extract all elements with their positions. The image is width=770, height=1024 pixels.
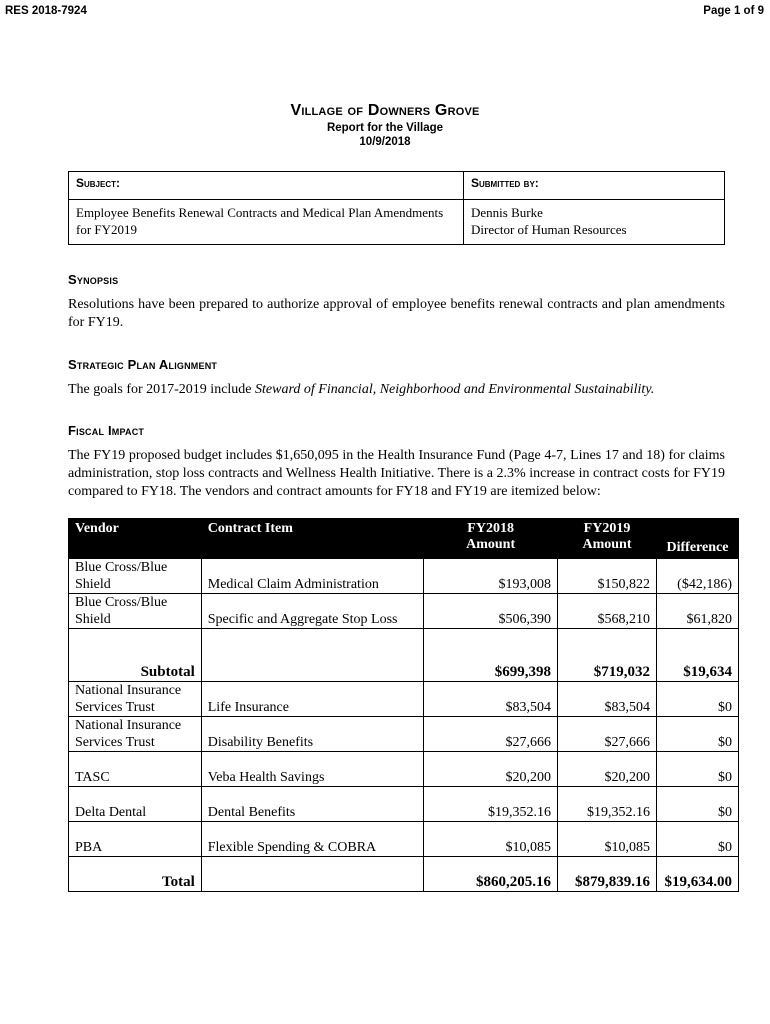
res-number: RES 2018-7924 (5, 5, 87, 17)
item-cell: Flexible Spending & COBRA (201, 822, 423, 857)
table-row (69, 752, 739, 787)
table-row (69, 594, 739, 629)
fy2019-cell: $27,666 (558, 717, 657, 752)
strategic-text-prefix: The goals for 2017-2019 include (68, 382, 256, 397)
col-fy2019-line1: FY2019 (583, 521, 631, 536)
document-subtitle: Report for the Village (326, 122, 444, 134)
title-block (0, 102, 770, 148)
vendor-line2: Services Trust (75, 735, 155, 750)
vendor-cell (69, 682, 202, 717)
difference-cell: $0 (656, 822, 738, 857)
submitter-name: Dennis Burke (471, 205, 543, 220)
strategic-text (68, 381, 725, 399)
fy2018-cell: $19,352.16 (424, 787, 558, 822)
item-cell: Life Insurance (201, 682, 423, 717)
subject-table (68, 171, 725, 245)
submitted-by-value (464, 200, 725, 245)
fy2018-cell: $83,504 (424, 682, 558, 717)
item-cell: Dental Benefits (201, 787, 423, 822)
difference-cell: $0 (656, 682, 738, 717)
synopsis-text: Resolutions have been prepared to authorize approval of employee benefits renewal contracts and plan amendments for FY19. (68, 297, 725, 330)
fy2019-cell: $150,822 (558, 559, 657, 594)
fy2018-cell: $699,398 (424, 629, 558, 682)
item-cell (201, 857, 423, 892)
vendor-line2: Shield (75, 612, 111, 627)
synopsis-heading: Synopsis (68, 272, 119, 287)
subtotal-row (69, 629, 739, 682)
table-header-row (69, 519, 739, 559)
col-vendor: Vendor (69, 519, 202, 559)
fy2018-cell: $506,390 (424, 594, 558, 629)
vendor-line1: Blue Cross/Blue (75, 595, 168, 610)
col-fy2018-line2: Amount (466, 537, 516, 552)
vendor-line1: Blue Cross/Blue (75, 560, 168, 575)
document-date: 10/9/2018 (359, 136, 411, 148)
table-row (69, 717, 739, 752)
fy2019-cell: $19,352.16 (558, 787, 657, 822)
fy2019-cell: $568,210 (558, 594, 657, 629)
vendor-cell (69, 717, 202, 752)
page-number: Page 1 of 9 (703, 5, 764, 17)
item-cell: Veba Health Savings (201, 752, 423, 787)
difference-cell: $0 (656, 787, 738, 822)
vendor-line2: Services Trust (75, 700, 155, 715)
difference-cell: $61,820 (656, 594, 738, 629)
contracts-table (68, 518, 739, 892)
table-row (69, 822, 739, 857)
fy2018-cell: $193,008 (424, 559, 558, 594)
table-row (69, 787, 739, 822)
document-title: Village of Downers Grove (290, 102, 480, 119)
vendor-line1: National Insurance (75, 718, 182, 733)
col-fy2019-line2: Amount (582, 537, 632, 552)
item-cell: Medical Claim Administration (201, 559, 423, 594)
total-row (69, 857, 739, 892)
fy2019-cell: $719,032 (558, 629, 657, 682)
col-fy2018 (424, 519, 558, 559)
difference-cell: $0 (656, 752, 738, 787)
difference-cell: $19,634 (656, 629, 738, 682)
vendor-cell: Delta Dental (69, 787, 202, 822)
fy2018-cell: $860,205.16 (424, 857, 558, 892)
fiscal-text: The FY19 proposed budget includes $1,650,095 in the Health Insurance Fund (Page 4-7, Lines 17 and 18) for claims administration, stop loss contracts and Wellness Health Initiative. There is a 2.3% increase in contract costs for FY19 compared to FY18. The vendors and contract amounts for FY18 and FY19 are itemized below: (68, 448, 725, 499)
submitter-title: Director of Human Resources (471, 222, 627, 237)
fiscal-heading: Fiscal Impact (68, 423, 145, 438)
subject-value: Employee Benefits Renewal Contracts and Medical Plan Amendments for FY2019 (69, 200, 464, 245)
fy2019-cell: $20,200 (558, 752, 657, 787)
fy2018-cell: $10,085 (424, 822, 558, 857)
item-cell (201, 629, 423, 682)
total-label: Total (69, 857, 202, 892)
vendor-line1: National Insurance (75, 683, 182, 698)
difference-cell: $19,634.00 (656, 857, 738, 892)
col-difference: Difference (656, 519, 738, 559)
col-fy2019 (558, 519, 657, 559)
vendor-cell (69, 559, 202, 594)
table-row (69, 682, 739, 717)
fy2019-cell: $83,504 (558, 682, 657, 717)
vendor-line2: Shield (75, 577, 111, 592)
item-cell: Disability Benefits (201, 717, 423, 752)
vendor-cell (69, 594, 202, 629)
vendor-cell: TASC (69, 752, 202, 787)
fy2019-cell: $10,085 (558, 822, 657, 857)
subtotal-label: Subtotal (69, 629, 202, 682)
table-row (69, 559, 739, 594)
submitted-by-label: Submitted by: (464, 172, 725, 200)
vendor-cell: PBA (69, 822, 202, 857)
subject-label: Subject: (69, 172, 464, 200)
fy2019-cell: $879,839.16 (558, 857, 657, 892)
strategic-text-goal: Steward of Financial, Neighborhood and Environmental Sustainability. (255, 382, 655, 397)
col-contract-item: Contract Item (201, 519, 423, 559)
item-cell: Specific and Aggregate Stop Loss (201, 594, 423, 629)
strategic-heading: Strategic Plan Alignment (68, 357, 218, 372)
difference-cell: ($42,186) (656, 559, 738, 594)
fy2018-cell: $20,200 (424, 752, 558, 787)
col-fy2018-line1: FY2018 (467, 521, 514, 536)
fy2018-cell: $27,666 (424, 717, 558, 752)
difference-cell: $0 (656, 717, 738, 752)
